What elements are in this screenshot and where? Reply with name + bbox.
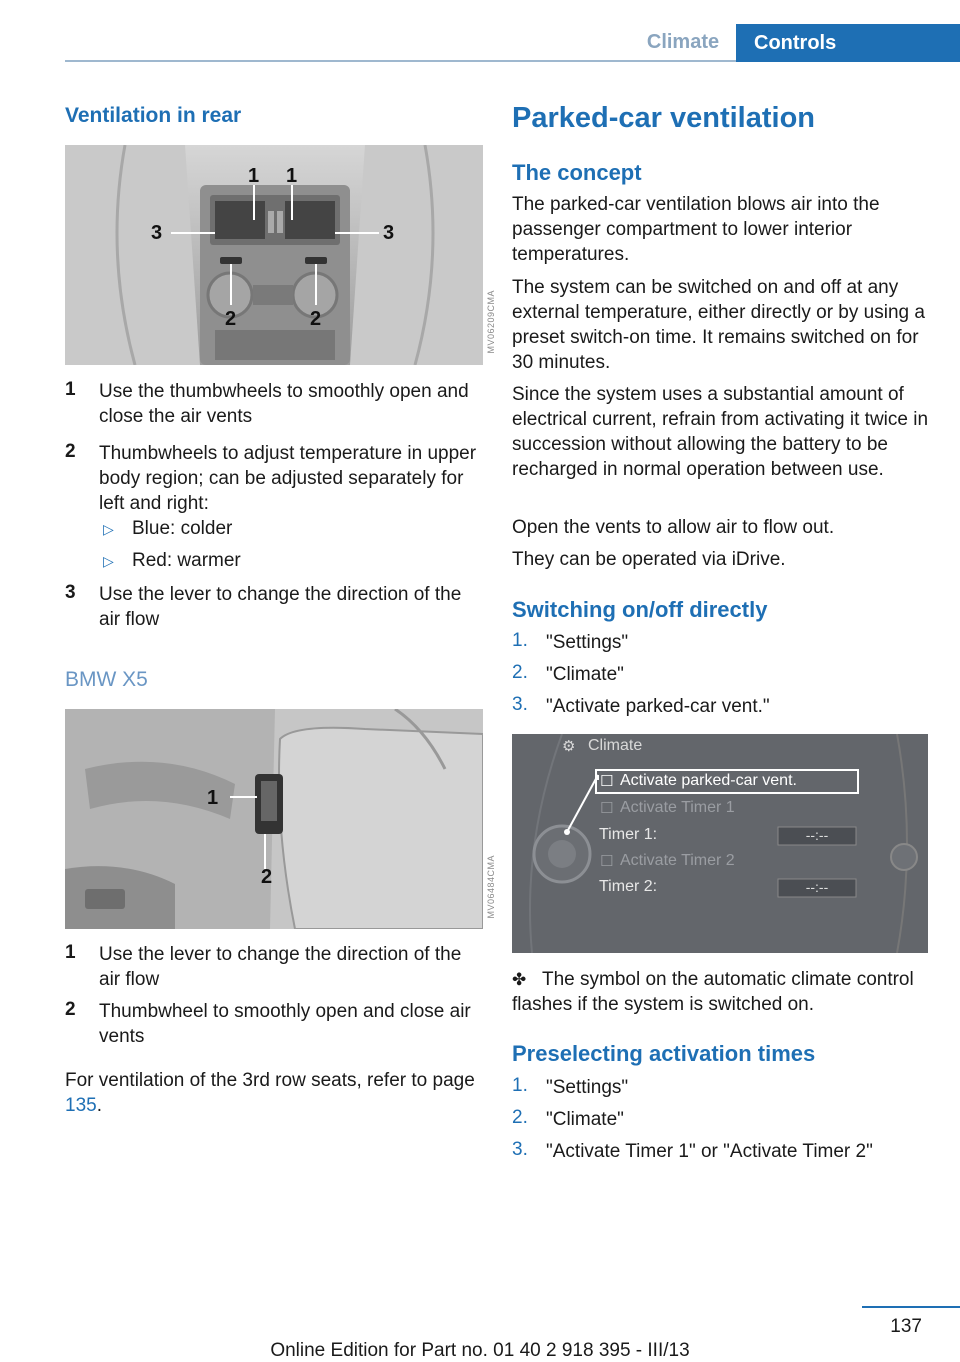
callout-3b: 3: [383, 222, 395, 244]
switch-step-num-3: 3.: [512, 694, 528, 715]
list2-text-1: Use the lever to change the direction of the air flow: [99, 944, 462, 990]
x5-vent-image: [65, 709, 483, 929]
switch-step-num-1: 1.: [512, 630, 528, 651]
preselect-step-text-1: "Settings": [546, 1077, 629, 1098]
list1-text-1: Use the thumbwheels to smoothly open and close the air vents: [99, 381, 469, 427]
x5-callout-1: 1: [207, 787, 219, 809]
concept-paragraph-3: Since the system uses a substantial amount of electrical current, refrain from activating it twice in succession without allowing the battery to be recharged in normal operation between use.: [512, 384, 929, 480]
section-heading-concept: The concept: [512, 160, 642, 185]
preselect-step-num-2: 2.: [512, 1107, 528, 1128]
header-chapter-tab[interactable]: Controls: [736, 24, 960, 62]
footnote-period: .: [96, 1095, 102, 1116]
callout-2b: 2: [310, 308, 322, 330]
switch-step-text-1: "Settings": [546, 632, 629, 653]
bullet-triangle-icon: ▷: [103, 553, 114, 569]
x5-callout-2: 2: [261, 866, 273, 888]
image-code-2: MV06484CMA: [486, 855, 496, 919]
screen-timer1-value[interactable]: --:--: [805, 827, 829, 843]
concept-paragraph-5: They can be operated via iDrive.: [512, 549, 786, 570]
section-heading-ventilation-rear: Ventilation in rear: [65, 104, 242, 127]
rear-vents-illustration: [65, 145, 483, 365]
list1-text-3: Use the lever to change the direction of the air flow: [99, 584, 462, 630]
concept-paragraph-2: The system can be switched on and off at any external temperature, either directly or by using a preset switch-on time. It remains switched on for 30 minutes.: [512, 277, 925, 373]
idrive-screen-graphics: [512, 734, 928, 953]
list1-num-2: 2: [65, 441, 76, 462]
list1-num-1: 1: [65, 379, 76, 400]
symbol-note: [512, 967, 930, 1017]
screen-checkbox-icon: ☐: [600, 800, 614, 817]
concept-paragraph-1: The parked-car ventilation blows air into the passenger compartment to lower interior temperatures.: [512, 194, 880, 265]
switch-step-text-2: "Climate": [546, 664, 624, 685]
footnote-3rd-row: [65, 1068, 475, 1118]
section-heading-preselect: Preselecting activation times: [512, 1041, 816, 1066]
preselect-step-num-1: 1.: [512, 1075, 528, 1096]
switch-step-num-2: 2.: [512, 662, 528, 683]
callout-3a: 3: [151, 222, 163, 244]
list1-text-2: Thumbwheels to adjust temperature in upper body region; can be adjusted separately for left and right:: [99, 443, 477, 514]
preselect-step-text-2: "Climate": [546, 1109, 624, 1130]
screen-item-timer1[interactable]: Activate Timer 1: [620, 799, 735, 816]
gear-icon: ⚙: [562, 738, 576, 755]
concept-paragraph-4: Open the vents to allow air to flow out.: [512, 517, 835, 538]
footnote-text: For ventilation of the 3rd row seats, refer to page: [65, 1070, 475, 1091]
callout-1a: 1: [248, 165, 260, 187]
subheading-bmw-x5: BMW X5: [65, 668, 148, 691]
screen-label-timer2: Timer 2:: [599, 878, 658, 895]
x5-vent-illustration: [65, 709, 483, 929]
rear-vents-image: [65, 145, 483, 365]
preselect-step-text-3: "Activate Timer 1" or "Activate Timer 2": [546, 1141, 873, 1162]
screen-checkbox-icon: ☐: [600, 773, 614, 790]
screen-timer2-value[interactable]: --:--: [805, 879, 829, 895]
list1-num-3: 3: [65, 582, 76, 603]
symbol-note-text: The symbol on the automatic climate control flashes if the system is switched on.: [512, 969, 914, 1015]
section-heading-switching: Switching on/off directly: [512, 597, 768, 622]
screen-checkbox-icon: ☐: [600, 853, 614, 870]
preselect-step-num-3: 3.: [512, 1139, 528, 1160]
list2-num-1: 1: [65, 942, 76, 963]
screen-title: Climate: [588, 737, 643, 754]
bullet-triangle-icon: ▷: [103, 521, 114, 537]
ventilation-fan-icon: ✤: [512, 970, 527, 989]
callout-2a: 2: [225, 308, 237, 330]
idrive-screen-image: [512, 734, 928, 953]
callout-1b: 1: [286, 165, 298, 187]
image-code-1: MV06209CMA: [486, 290, 496, 354]
header-section-tab[interactable]: Climate: [646, 31, 720, 53]
list1-sub-2: Red: warmer: [132, 550, 241, 571]
page-link[interactable]: 135: [65, 1095, 97, 1116]
switch-step-text-3: "Activate parked-car vent.": [546, 696, 770, 717]
screen-item-timer2[interactable]: Activate Timer 2: [620, 852, 735, 869]
screen-item-parked-vent[interactable]: Activate parked-car vent.: [620, 772, 797, 789]
list1-sub-1: Blue: colder: [132, 518, 233, 539]
edition-line: Online Edition for Part no. 01 40 2 918 395 - III/13: [270, 1340, 690, 1361]
screen-label-timer1: Timer 1:: [599, 826, 658, 843]
list2-text-2: Thumbwheel to smoothly open and close air vents: [99, 1001, 471, 1047]
footer-rule: [862, 1306, 960, 1308]
page-number: 137: [890, 1316, 922, 1337]
page-title: Parked-car ventilation: [512, 102, 815, 134]
list2-num-2: 2: [65, 999, 76, 1020]
